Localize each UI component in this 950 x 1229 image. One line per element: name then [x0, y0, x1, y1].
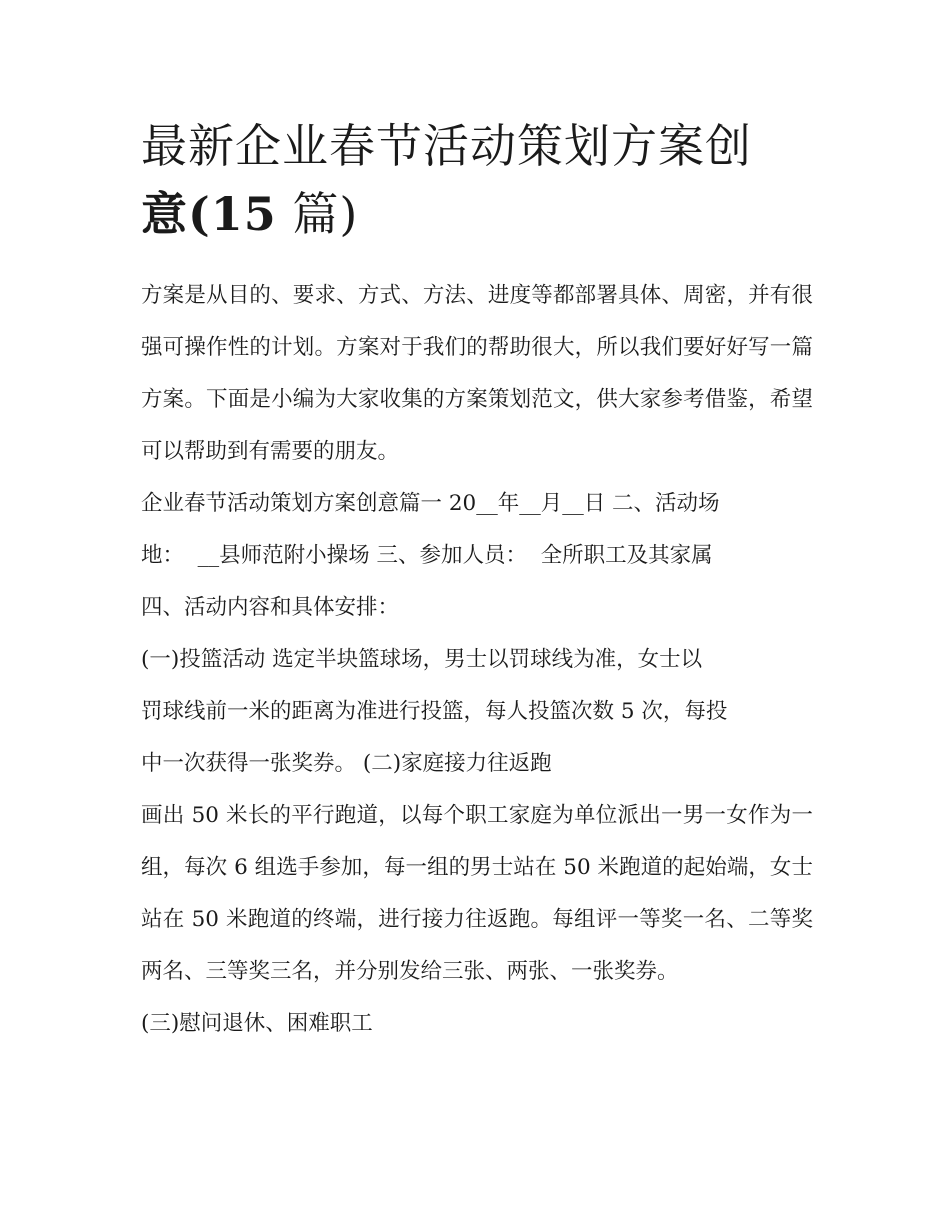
document-title	[141, 112, 813, 248]
item3-heading: (三)慰问退休、困难职工	[141, 1011, 373, 1036]
item1-line-1: (一)投篮活动 选定半块篮球场，男士以罚球线为准，女士以	[141, 647, 703, 672]
document-body	[141, 112, 813, 1050]
title-line-2-suffix: 篇)	[292, 187, 359, 241]
title-line-2-prefix: 意(15	[141, 187, 277, 241]
section-line-3: 四、活动内容和具体安排：	[141, 595, 400, 620]
item2-paragraph: 画出 50 米长的平行跑道，以每个职工家庭为单位派出一男一女作为一组，每次 6 组选手参加，每一组的男士站在 50 米跑道的起始端，女士站在 50 米跑道的终端，进行接力往返跑。每组评一等奖一名、二等奖两名、三等奖三名，并分别发给三张、两张、一张奖券。	[141, 803, 813, 984]
section-line-2: 地： __县师范附小操场 三、参加人员： 全所职工及其家属	[141, 543, 713, 568]
item1-line-3: 中一次获得一张奖券。 (二)家庭接力往返跑	[141, 751, 552, 776]
section-line-1: 企业春节活动策划方案创意篇一 20__年__月__日 二、活动场	[141, 491, 720, 516]
item1-line-2: 罚球线前一米的距离为准进行投篮，每人投篮次数 5 次，每投	[141, 699, 728, 724]
title-line-1: 最新企业春节活动策划方案创	[141, 119, 752, 173]
intro-paragraph: 方案是从目的、要求、方式、方法、进度等都部署具体、周密，并有很强可操作性的计划。方案对于我们的帮助很大，所以我们要好好写一篇方案。下面是小编为大家收集的方案策划范文，供大家参考借鉴，希望可以帮助到有需要的朋友。	[141, 283, 813, 464]
